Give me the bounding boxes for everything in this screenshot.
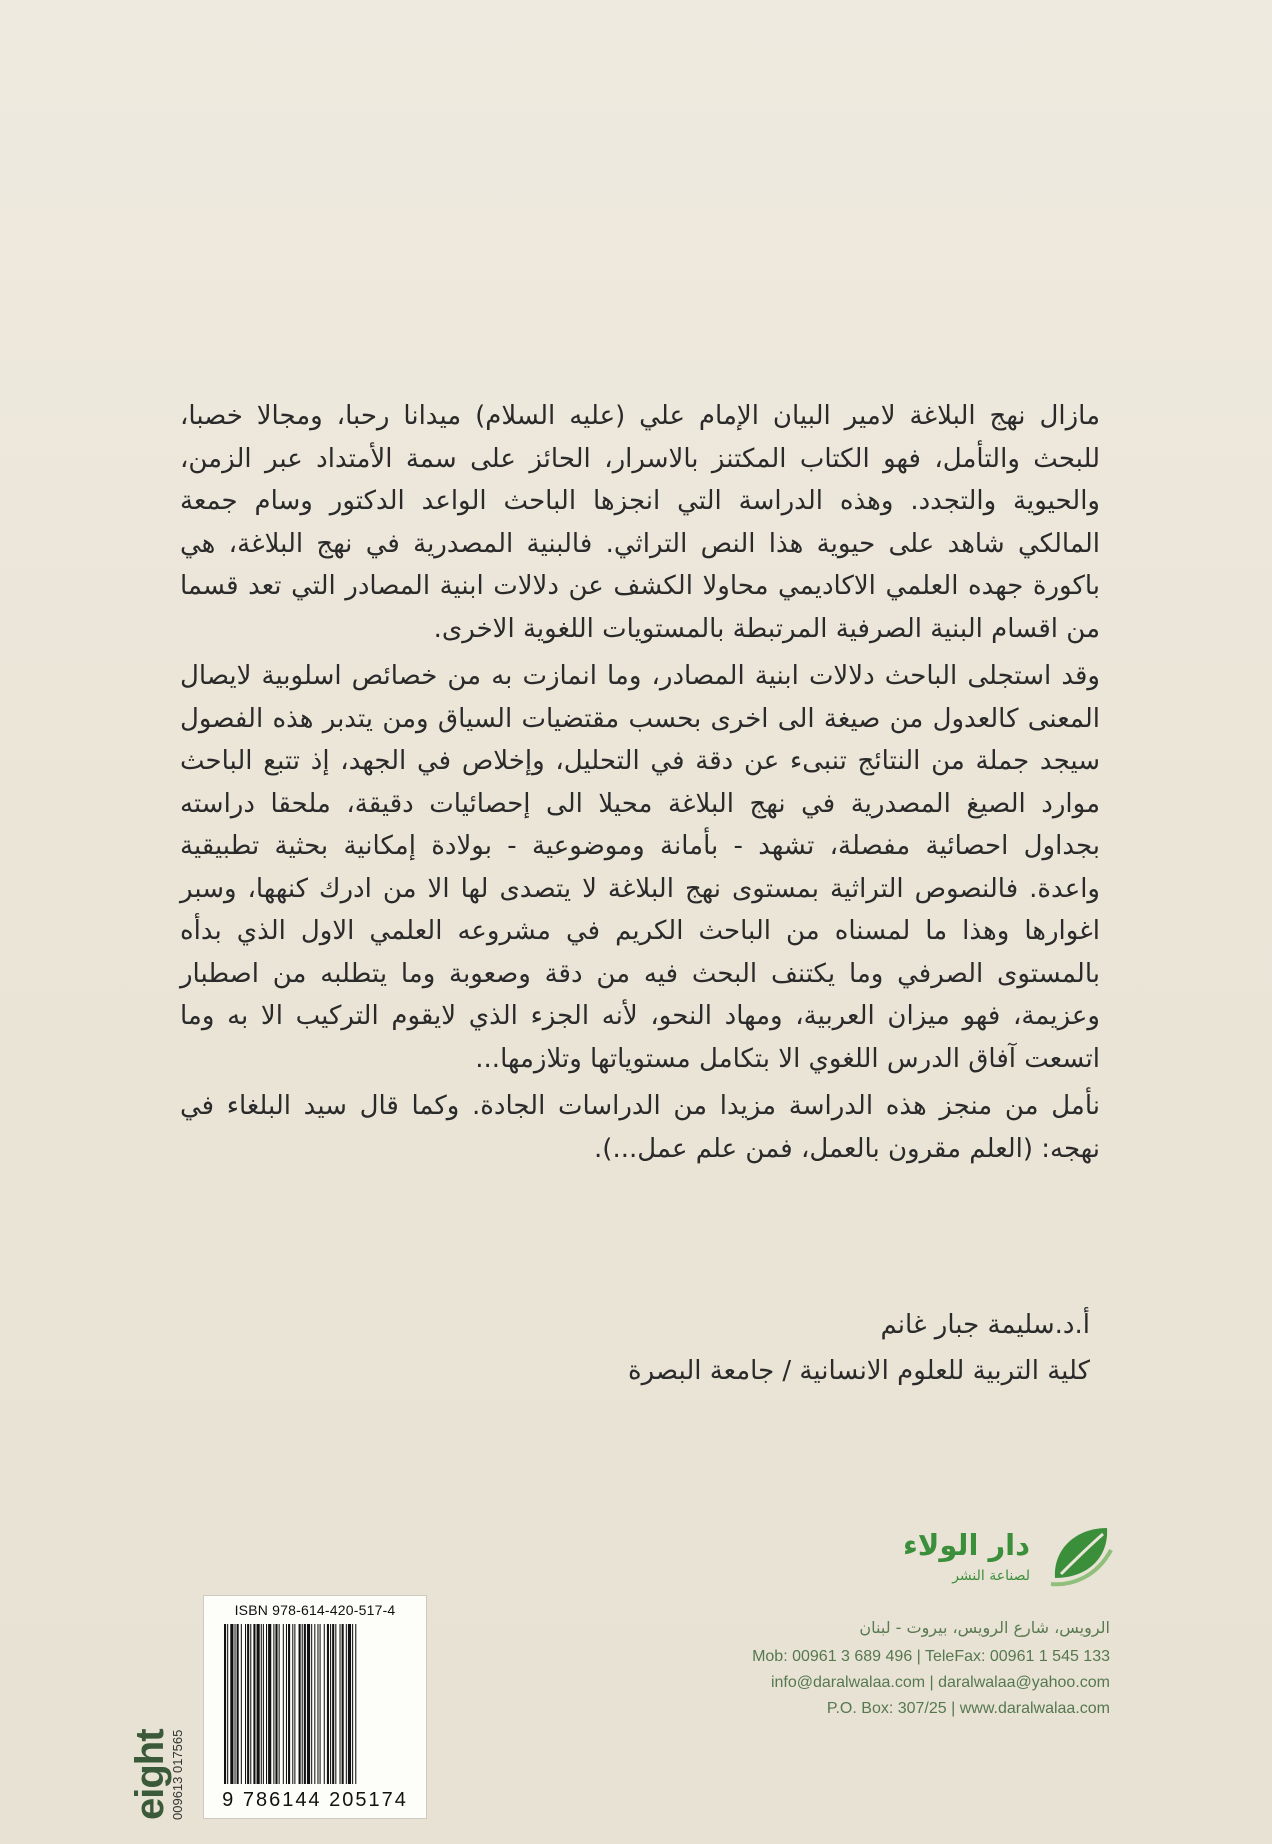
barcode-bar [288,1624,290,1784]
blurb-text [180,395,1100,1175]
barcode-bar [253,1624,255,1784]
barcode-bar [286,1624,287,1784]
barcode-digits: 9 786144 205174 [222,1789,408,1811]
barcode-bars [224,1624,406,1784]
barcode-bar [275,1624,277,1784]
barcode-bar [340,1624,341,1784]
publisher-phones: Mob: 00961 3 689 496 | TeleFax: 00961 1 545 133 [752,1648,1110,1665]
barcode-bar [355,1624,356,1784]
barcode-bar [250,1624,251,1784]
publisher-tagline: لصناعة النشر [952,1568,1030,1584]
barcode-bar [311,1624,312,1784]
blurb-paragraph-3: نأمل من منجز هذه الدراسة مزيدا من الدراسات الجادة. وكما قال سيد البلغاء في نهجه: (العلم مقرون بالعمل، فمن علم عمل...). [180,1091,1100,1164]
barcode-bar [268,1624,271,1784]
blurb-paragraph-1: مازال نهج البلاغة لامير البيان الإمام علي (عليه السلام) ميدانا رحبا، ومجالا خصبا، للبحث والتأمل، فهو الكتاب المكتنز بالاسرار، الحائز على سمة الأمتداد عبر الزمن، والحيوية والتجدد. وهذه الدراسة التي انجزها الباحث الواعد الدكتور وسام جمعة المالكي شاهد على حيوية هذا النص التراثي. فالبنية المصدرية في نهج البلاغة، هي باكورة جهده العلمي الاكاديمي محاولا الكشف عن دلالات ابنية المصادر التي تعد قسما من اقسام البنية الصرفية المرتبطة بالمستويات اللغوية الاخرى. [180,401,1100,644]
publisher-pobox: P.O. Box: 307/25 | www.daralwalaa.com [826,1700,1110,1717]
publisher-emails: info@daralwalaa.com | daralwalaa@yahoo.com [770,1674,1110,1691]
publisher-address: الرويس، شارع الرويس، بيروت - لبنان [859,1618,1110,1637]
barcode-bar [317,1624,318,1784]
author-institution: كلية التربية للعلوم الانسانية / جامعة البصرة [627,1356,1090,1386]
barcode-bar [257,1624,260,1784]
barcode-bar [263,1624,264,1784]
barcode-bar [352,1624,353,1784]
barcode-bar [237,1624,239,1784]
barcode-bar [266,1624,267,1784]
barcode-bar [273,1624,274,1784]
publisher-leaf-icon [1045,1520,1117,1592]
barcode-bar [299,1624,301,1784]
barcode-bar [307,1624,310,1784]
distributor-mark [128,1729,185,1820]
barcode-bar [230,1624,233,1784]
publisher-name: دار الولاء [902,1528,1030,1562]
barcode-bar [304,1624,306,1784]
barcode-bar [302,1624,303,1784]
barcode-bar [227,1624,228,1784]
distributor-code: 009613 017565 [170,1729,185,1820]
barcode-bar [245,1624,246,1784]
barcode-bar [292,1624,293,1784]
barcode-label [203,1595,427,1819]
barcode-bar [247,1624,249,1784]
barcode-bar [324,1624,325,1784]
barcode-bar [335,1624,336,1784]
barcode-bar [279,1624,280,1784]
author-signature: أ.د.سليمة جبار غانم [880,1310,1090,1340]
barcode-bar [235,1624,236,1784]
barcode-bar [320,1624,321,1784]
barcode-bar [332,1624,334,1784]
barcode-bar [283,1624,284,1784]
barcode-bar [346,1624,347,1784]
isbn-text: ISBN 978-614-420-517-4 [234,1602,396,1618]
barcode-bar [314,1624,315,1784]
barcode-bar [342,1624,344,1784]
barcode-bar [294,1624,295,1784]
barcode-bar [348,1624,351,1784]
barcode-bar [241,1624,242,1784]
barcode-bar [327,1624,329,1784]
barcode-bar [261,1624,262,1784]
barcode-bar [224,1624,226,1784]
eight-logo: eight [128,1729,172,1820]
barcode-bar [330,1624,331,1784]
blurb-paragraph-2: وقد استجلى الباحث دلالات ابنية المصادر، وما انمازت به من خصائص اسلوبية لايصال المعنى كالعدول من صيغة الى اخرى بحسب مقتضيات السياق ومن يتدبر هذه الفصول سيجد جملة من النتائج تنبىء عن دقة في التحليل، وإخلاص في الجهد، إذ تتبع الباحث موارد الصيغ المصدرية في نهج البلاغة محيلا الى إحصائيات دقيقة، ملحقا دراسته بجداول احصائية مفصلة، تشهد - بأمانة وموضوعية - بولادة إمكانية بحثية تطبيقية واعدة. فالنصوص التراثية بمستوى نهج البلاغة لا يتصدى لها الا من ادرك كنهها، وسبر اغوارها وهذا ما لمسناه من الباحث الكريم في مشروعه العلمي الاول الذي بدأه بالمستوى الصرفي وما يكتنف البحث فيه من دقة وصعوبة وما يتطلبه من اصطبار وعزيمة، فهو ميزان العربية، ومهاد النحو، لأنه الجزء الذي لايقوم التركيب الا به وما اتسعت آفاق الدرس اللغوي الا بتكامل مستوياتها وتلازمها... [180,661,1100,1074]
